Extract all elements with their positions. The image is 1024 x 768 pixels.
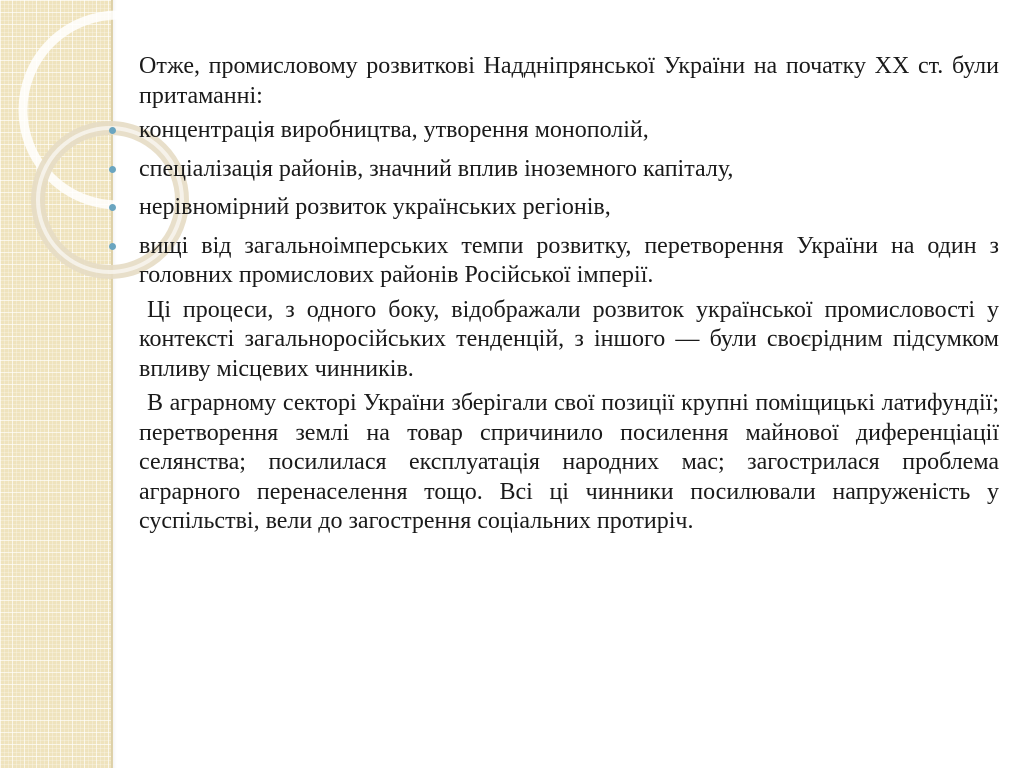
bullet-dot-icon <box>109 204 116 211</box>
slide-content <box>139 52 999 542</box>
bullet-dot-icon <box>109 127 116 134</box>
bullet-list <box>139 116 999 291</box>
intro-paragraph: Отже, промисловому розвиткові Наддніпрянської України на початку XX ст. були притаманні: <box>139 53 999 109</box>
bullet-text: вищі від загальноімперських темпи розвитку, перетворення України на один з головних промислових районів Російської імперії. <box>139 232 999 288</box>
agrarian-paragraph: В аграрному секторі України зберігали свої позиції крупні поміщицькі латифундії; перетворення землі на товар спричинило посилення майнової диференціації селянства; посилилася експлуатація народних мас; загострилася проблема аграрного перенаселення тощо. Всі ці чинники посилювали напруженість у суспільстві, вели до загострення соціальних протиріч. <box>139 390 999 534</box>
bullet-item <box>139 155 999 185</box>
bullet-text: нерівномірний розвиток українських регіонів, <box>139 194 611 220</box>
bullet-item <box>139 232 999 291</box>
processes-paragraph: Ці процеси, з одного боку, відображали розвиток української промисловості у контексті загальноросійських тенденцій, з іншого — були своєрідним підсумком впливу місцевих чинників. <box>139 296 999 382</box>
bullet-dot-icon <box>109 243 116 250</box>
bullet-text: концентрація виробництва, утворення монополій, <box>139 117 649 143</box>
bullet-item <box>139 116 999 146</box>
bullet-dot-icon <box>109 166 116 173</box>
bullet-item <box>139 193 999 223</box>
bullet-text: спеціалізація районів, значний вплив іноземного капіталу, <box>139 155 734 182</box>
